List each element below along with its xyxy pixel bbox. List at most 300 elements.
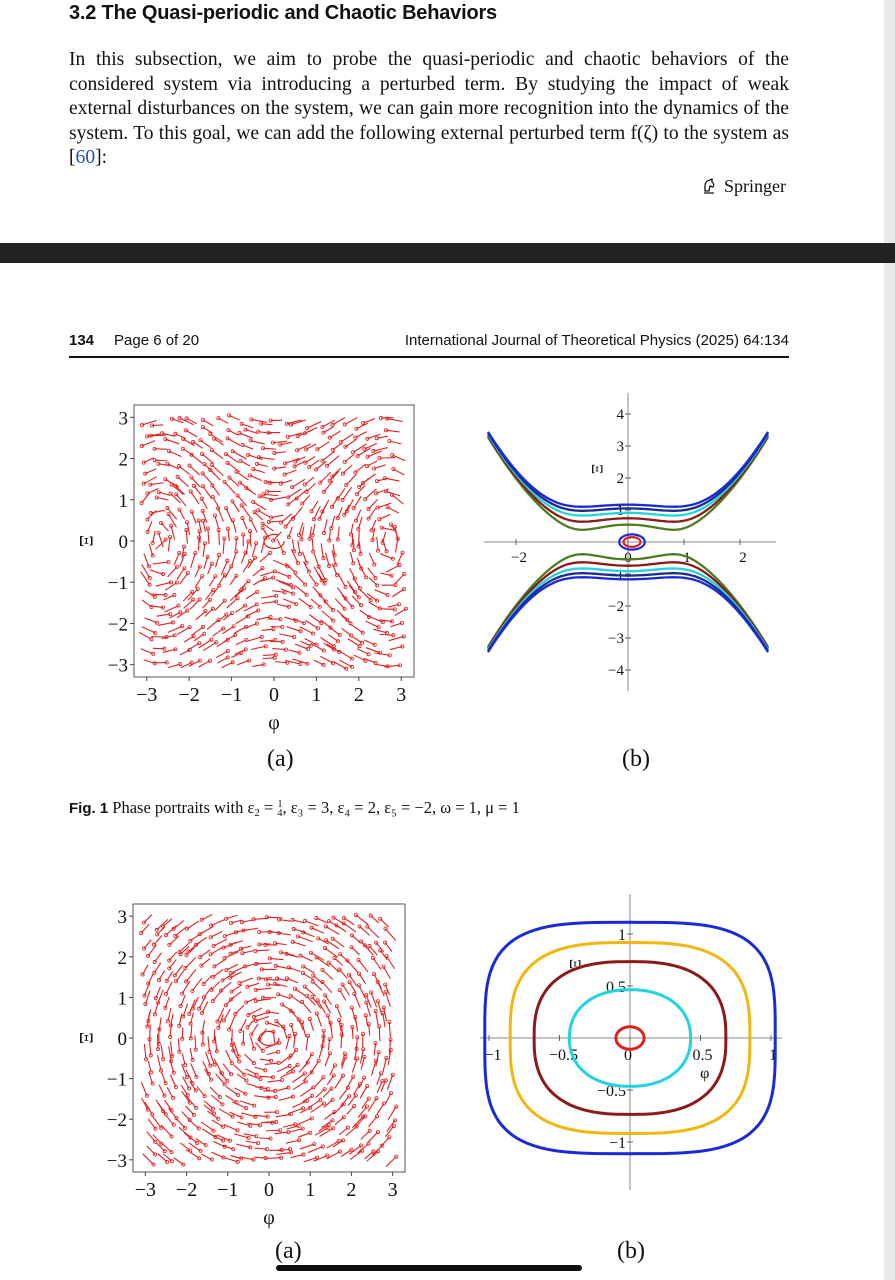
arrow-tail: [192, 440, 195, 443]
y-tick-label: 2: [118, 449, 128, 471]
field-arrow: [262, 602, 277, 604]
arrow-tail: [287, 496, 290, 499]
field-arrow: [232, 551, 237, 565]
arrow-tail: [345, 484, 348, 487]
field-arrow: [226, 1087, 238, 1095]
arrow-tail: [146, 518, 149, 521]
arrow-tail: [209, 953, 212, 956]
field-arrow: [226, 1050, 232, 1063]
field-arrow: [363, 474, 376, 483]
arrow-tail: [211, 999, 214, 1002]
arrow-tail: [192, 1113, 195, 1116]
arrow-tail: [231, 1115, 234, 1118]
arrow-tail: [191, 590, 194, 593]
fig1-panel-a-label: (a): [267, 746, 294, 772]
arrow-tail: [203, 632, 206, 635]
field-arrow: [224, 1125, 238, 1131]
arrow-tail: [194, 1089, 197, 1092]
field-arrow: [374, 974, 381, 988]
y-tick-label: 3: [616, 439, 624, 455]
field-arrow: [245, 611, 258, 617]
field-arrow: [158, 1055, 162, 1070]
y-tick-label: −1: [106, 1069, 127, 1091]
arrow-tail: [269, 551, 272, 554]
field-arrow: [143, 1154, 154, 1165]
field-arrow: [175, 927, 187, 936]
field-arrow: [215, 601, 225, 611]
field-arrow: [292, 1101, 306, 1108]
x-tick-label: −2: [175, 1179, 198, 1201]
arrow-tail: [186, 571, 189, 574]
y-tick-label: −3: [106, 1150, 127, 1172]
field-arrow: [276, 1153, 291, 1155]
field-arrow: [298, 936, 313, 941]
field-arrow: [300, 1144, 314, 1149]
field-arrow: [337, 588, 345, 599]
field-arrow: [304, 1054, 311, 1067]
arrow-tail: [247, 579, 250, 582]
field-arrow: [195, 576, 202, 588]
arrow-tail: [331, 1098, 334, 1101]
body-paragraph: [69, 48, 789, 171]
field-arrow: [386, 565, 400, 572]
field-arrow: [373, 958, 381, 970]
field-arrow: [372, 1061, 376, 1076]
y-axis-label: Ξ: [566, 958, 583, 970]
arrow-tail: [226, 649, 229, 652]
arrow-tail: [198, 1157, 201, 1160]
field-arrow: [151, 594, 165, 595]
field-arrow: [295, 644, 308, 649]
field-arrow: [254, 1012, 269, 1017]
field-arrow: [339, 651, 352, 659]
arrow-tail: [322, 431, 325, 434]
field-arrow: [368, 1132, 378, 1142]
field-arrow: [144, 1044, 146, 1059]
y-tick-label: −1: [608, 1135, 626, 1152]
field-arrow: [195, 1035, 196, 1049]
field-arrow: [141, 1082, 147, 1096]
field-arrow: [225, 482, 236, 494]
field-arrow: [354, 994, 360, 1008]
page-number: 134: [69, 332, 95, 349]
x-tick-label: −3: [134, 1179, 157, 1201]
field-arrow: [383, 1058, 386, 1072]
arrow-tail: [359, 1144, 362, 1147]
field-arrow: [326, 926, 340, 934]
field-arrow: [324, 481, 333, 492]
arrow-tail: [281, 1003, 284, 1006]
arrow-tail: [317, 1059, 320, 1062]
arrow-tail: [304, 461, 307, 464]
field-arrow: [169, 451, 181, 457]
field-arrow: [352, 1117, 363, 1128]
field-arrow: [150, 483, 164, 485]
arrow-tail: [328, 436, 331, 439]
arrow-tail: [325, 464, 328, 467]
field-arrow: [384, 967, 391, 979]
field-arrow: [192, 477, 201, 487]
arrow-tail: [365, 1105, 368, 1108]
caption-label: Fig. 1: [69, 800, 109, 817]
field-arrow: [319, 567, 326, 580]
arrow-tail: [201, 574, 204, 577]
field-arrow: [211, 1095, 222, 1104]
field-arrow: [142, 627, 156, 633]
arrow-tail: [354, 471, 357, 474]
field-arrow: [196, 937, 207, 945]
arrow-tail: [204, 610, 207, 613]
field-arrow: [299, 1118, 312, 1124]
field-arrow: [168, 626, 182, 632]
arrow-tail: [198, 598, 201, 601]
field-arrow: [335, 598, 344, 608]
y-tick-label: 3: [118, 408, 128, 430]
arrow-tail: [142, 947, 145, 950]
field-arrow: [380, 554, 393, 559]
arrow-tail: [246, 1026, 249, 1029]
arrow-tail: [331, 423, 334, 426]
field-arrow: [352, 1059, 357, 1073]
field-arrow: [203, 543, 205, 556]
arrow-tail: [164, 538, 167, 541]
field-arrow: [150, 570, 163, 574]
fig1-panel-a-plot: [70, 390, 440, 750]
field-arrow: [248, 637, 262, 641]
arrow-tail: [351, 451, 354, 454]
arrow-tail: [323, 1088, 326, 1091]
field-arrow: [241, 1113, 255, 1117]
field-arrow: [385, 478, 400, 481]
arrow-tail: [236, 597, 239, 600]
x-tick-label: 0: [264, 1179, 274, 1201]
field-arrow: [358, 448, 371, 456]
arrow-tail: [213, 965, 216, 968]
field-arrow: [276, 1114, 291, 1117]
field-arrow: [376, 1011, 379, 1026]
arrow-tail: [224, 1004, 227, 1007]
section-heading: 3.2 The Quasi-periodic and Chaotic Behaviors: [69, 2, 497, 24]
x-tick-label: 2: [739, 550, 747, 566]
springer-knight-icon: [700, 177, 718, 195]
x-tick-label: 3: [396, 684, 407, 706]
field-arrow: [371, 992, 377, 1007]
arrow-tail: [303, 483, 306, 486]
field-arrow: [314, 554, 318, 567]
field-arrow: [165, 606, 179, 612]
arrow-tail: [168, 959, 171, 962]
running-header: [69, 330, 789, 358]
field-arrow: [321, 543, 323, 558]
field-arrow: [228, 438, 241, 445]
field-arrow: [168, 537, 170, 551]
arrow-tail: [311, 980, 314, 983]
arrow-tail: [361, 641, 364, 644]
field-arrow: [182, 981, 190, 994]
field-arrow: [219, 530, 220, 545]
arrow-tail: [350, 945, 353, 948]
field-arrow: [324, 1001, 330, 1013]
arrow-tail: [310, 510, 313, 513]
arrow-tail: [364, 1115, 367, 1118]
field-arrow: [225, 1158, 238, 1162]
fig1-panel-b-label: (b): [622, 746, 650, 772]
field-arrow: [305, 987, 316, 997]
field-arrow: [311, 643, 324, 650]
arrow-tail: [215, 641, 218, 644]
arrow-tail: [189, 490, 192, 493]
field-arrow: [178, 477, 189, 487]
field-arrow: [177, 568, 185, 579]
arrow-tail: [169, 492, 172, 495]
field-arrow: [231, 967, 245, 973]
field-arrow: [200, 926, 214, 934]
field-arrow: [311, 928, 324, 934]
field-arrow: [302, 1002, 311, 1013]
field-arrow: [279, 634, 294, 637]
arrow-tail: [165, 1160, 168, 1163]
arrow-tail: [315, 468, 318, 471]
arrow-tail: [402, 587, 405, 590]
arrow-tail: [321, 968, 324, 971]
arrow-tail: [164, 934, 167, 937]
arrow-tail: [199, 956, 202, 959]
field-arrow: [314, 567, 322, 581]
y-tick-label: −3: [608, 631, 624, 647]
arrow-tail: [318, 605, 321, 608]
y-tick-label: 3: [117, 907, 127, 929]
x-tick-label: 0: [269, 684, 279, 706]
field-arrow: [312, 538, 313, 551]
field-arrow: [297, 444, 311, 450]
field-arrow: [156, 582, 171, 586]
arrow-tail: [338, 968, 341, 971]
arrow-tail: [347, 973, 350, 976]
y-tick-label: 0: [118, 532, 128, 553]
arrow-tail: [229, 1073, 232, 1076]
arrow-tail: [191, 989, 194, 992]
x-axis-label: φ: [263, 1207, 275, 1229]
arrow-tail: [350, 634, 353, 637]
field-arrow: [270, 958, 284, 959]
field-arrow: [355, 1017, 357, 1031]
y-axis-label: Ξ: [588, 463, 605, 475]
field-arrow: [161, 1045, 163, 1059]
field-arrow: [306, 621, 318, 629]
arrow-tail: [210, 463, 213, 466]
field-arrow: [168, 1008, 171, 1021]
field-arrow: [166, 925, 177, 935]
x-tick-label: 2: [346, 1179, 357, 1201]
x-tick-label: −3: [136, 684, 158, 706]
field-arrow: [293, 1081, 306, 1089]
field-arrow: [202, 454, 213, 464]
field-arrow: [320, 656, 333, 663]
field-arrow: [322, 982, 331, 993]
arrow-tail: [200, 452, 203, 455]
field-arrow: [158, 622, 173, 625]
arrow-tail: [309, 951, 312, 954]
arrow-tail: [331, 608, 334, 611]
field-arrow: [186, 530, 187, 544]
field-arrow: [273, 441, 287, 442]
arrow-tail: [174, 934, 177, 937]
field-arrow: [347, 960, 357, 972]
arrow-tail: [199, 439, 202, 442]
field-arrow: [372, 1146, 382, 1156]
field-arrow: [359, 960, 368, 972]
arrow-tail: [332, 619, 335, 622]
field-arrow: [307, 422, 321, 429]
arrow-tail: [249, 559, 252, 562]
field-arrow: [387, 956, 395, 969]
field-arrow: [369, 1116, 377, 1126]
arrow-tail: [168, 967, 171, 970]
field-arrow: [322, 970, 333, 980]
arrow-tail: [182, 1163, 185, 1166]
field-arrow: [147, 1132, 156, 1142]
field-arrow: [211, 947, 223, 954]
y-tick-label: 1: [618, 927, 626, 944]
arrow-tail: [175, 581, 178, 584]
arrow-tail: [261, 526, 264, 529]
arrow-tail: [166, 506, 169, 509]
arrow-tail: [390, 523, 393, 526]
field-arrow: [190, 466, 200, 475]
arrow-tail: [330, 505, 333, 508]
field-arrow: [291, 1025, 295, 1039]
field-arrow: [314, 1077, 323, 1087]
field-arrow: [356, 1116, 365, 1126]
field-arrow: [342, 595, 353, 607]
field-arrow: [266, 1130, 280, 1131]
field-arrow: [389, 636, 404, 640]
arrow-tail: [379, 917, 382, 920]
field-arrow: [213, 990, 222, 1001]
field-arrow: [337, 610, 347, 620]
journal-citation: International Journal of Theoretical Physics (2025) 64:134: [404, 332, 789, 349]
field-arrow: [387, 419, 403, 422]
arrow-tail: [192, 484, 195, 487]
arrow-tail: [310, 1094, 313, 1097]
field-arrow: [359, 531, 360, 547]
arrow-tail: [186, 927, 189, 930]
field-arrow: [186, 969, 196, 981]
field-arrow: [308, 1147, 323, 1153]
field-arrow: [150, 1040, 151, 1056]
field-arrow: [379, 1026, 380, 1041]
x-axis-label: φ: [700, 1065, 710, 1082]
fig2-panel-b-plot: [470, 890, 790, 1195]
arrow-tail: [312, 974, 315, 977]
field-arrow: [142, 441, 155, 446]
arrow-tail: [327, 961, 330, 964]
arrow-tail: [244, 604, 247, 607]
field-arrow: [341, 434, 354, 442]
page-counter: Page 6 of 20: [114, 332, 200, 349]
arrow-tail: [236, 494, 239, 497]
field-arrow: [392, 495, 404, 504]
x-tick-label: 0: [624, 1047, 632, 1064]
arrow-tail: [222, 1019, 225, 1022]
field-arrow: [156, 1100, 163, 1111]
field-arrow: [251, 419, 267, 422]
field-arrow: [251, 646, 266, 649]
field-arrow: [323, 600, 333, 610]
arrow-tail: [148, 583, 151, 586]
field-arrow: [386, 1157, 396, 1167]
arrow-tail: [257, 509, 260, 512]
x-tick-label: 1: [311, 684, 322, 706]
field-arrow: [256, 1017, 269, 1021]
field-arrow: [373, 448, 387, 451]
field-arrow: [237, 1122, 250, 1126]
arrow-tail: [294, 1048, 297, 1051]
arrow-tail: [348, 981, 351, 984]
arrow-tail: [209, 598, 212, 601]
y-tick-label: −4: [608, 663, 624, 679]
field-arrow: [295, 585, 306, 594]
arrow-tail: [395, 1105, 398, 1108]
arrow-tail: [303, 1072, 306, 1075]
x-tick-label: 1: [769, 1047, 777, 1064]
field-arrow: [218, 508, 223, 521]
direction-field-arrows: [139, 913, 397, 1166]
arrow-tail: [327, 920, 330, 923]
field-arrow: [206, 1052, 211, 1066]
field-arrow: [388, 1106, 396, 1119]
field-arrow: [255, 950, 269, 951]
field-arrow: [271, 497, 287, 500]
field-arrow: [389, 1022, 390, 1038]
field-arrow: [325, 1053, 330, 1066]
y-tick-label: 0: [117, 1029, 127, 1050]
field-arrow: [139, 632, 151, 639]
field-arrow: [268, 1080, 282, 1082]
field-arrow: [299, 598, 311, 606]
home-indicator[interactable]: [276, 1265, 582, 1271]
arrow-tail: [153, 1153, 156, 1156]
arrow-tail: [303, 985, 306, 988]
y-tick-label: −1: [107, 573, 128, 595]
field-arrow: [291, 1155, 304, 1158]
field-arrow: [298, 540, 300, 554]
arrow-tail: [375, 599, 378, 602]
x-tick-label: −0.5: [548, 1047, 579, 1064]
field-arrow: [295, 574, 305, 584]
citation-link[interactable]: 60: [75, 147, 96, 168]
arrow-tail: [393, 1119, 396, 1122]
arrow-tail: [198, 642, 201, 645]
arrow-tail: [316, 448, 319, 451]
springer-logo: [700, 176, 786, 197]
field-arrow: [208, 528, 209, 544]
field-arrow: [353, 444, 366, 452]
arrow-tail: [157, 978, 160, 981]
y-tick-label: 2: [117, 947, 127, 969]
arrow-tail: [189, 939, 192, 942]
field-arrow: [208, 1036, 210, 1051]
field-arrow: [366, 621, 379, 627]
y-axis-label: Ξ: [75, 534, 96, 548]
arrow-tail: [344, 445, 347, 448]
y-tick-label: −2: [608, 599, 624, 615]
center-swirl: [259, 1031, 279, 1045]
arrow-tail: [343, 607, 346, 610]
arrow-tail: [212, 588, 215, 591]
arrow-tail: [261, 522, 264, 525]
field-arrow: [377, 537, 378, 550]
